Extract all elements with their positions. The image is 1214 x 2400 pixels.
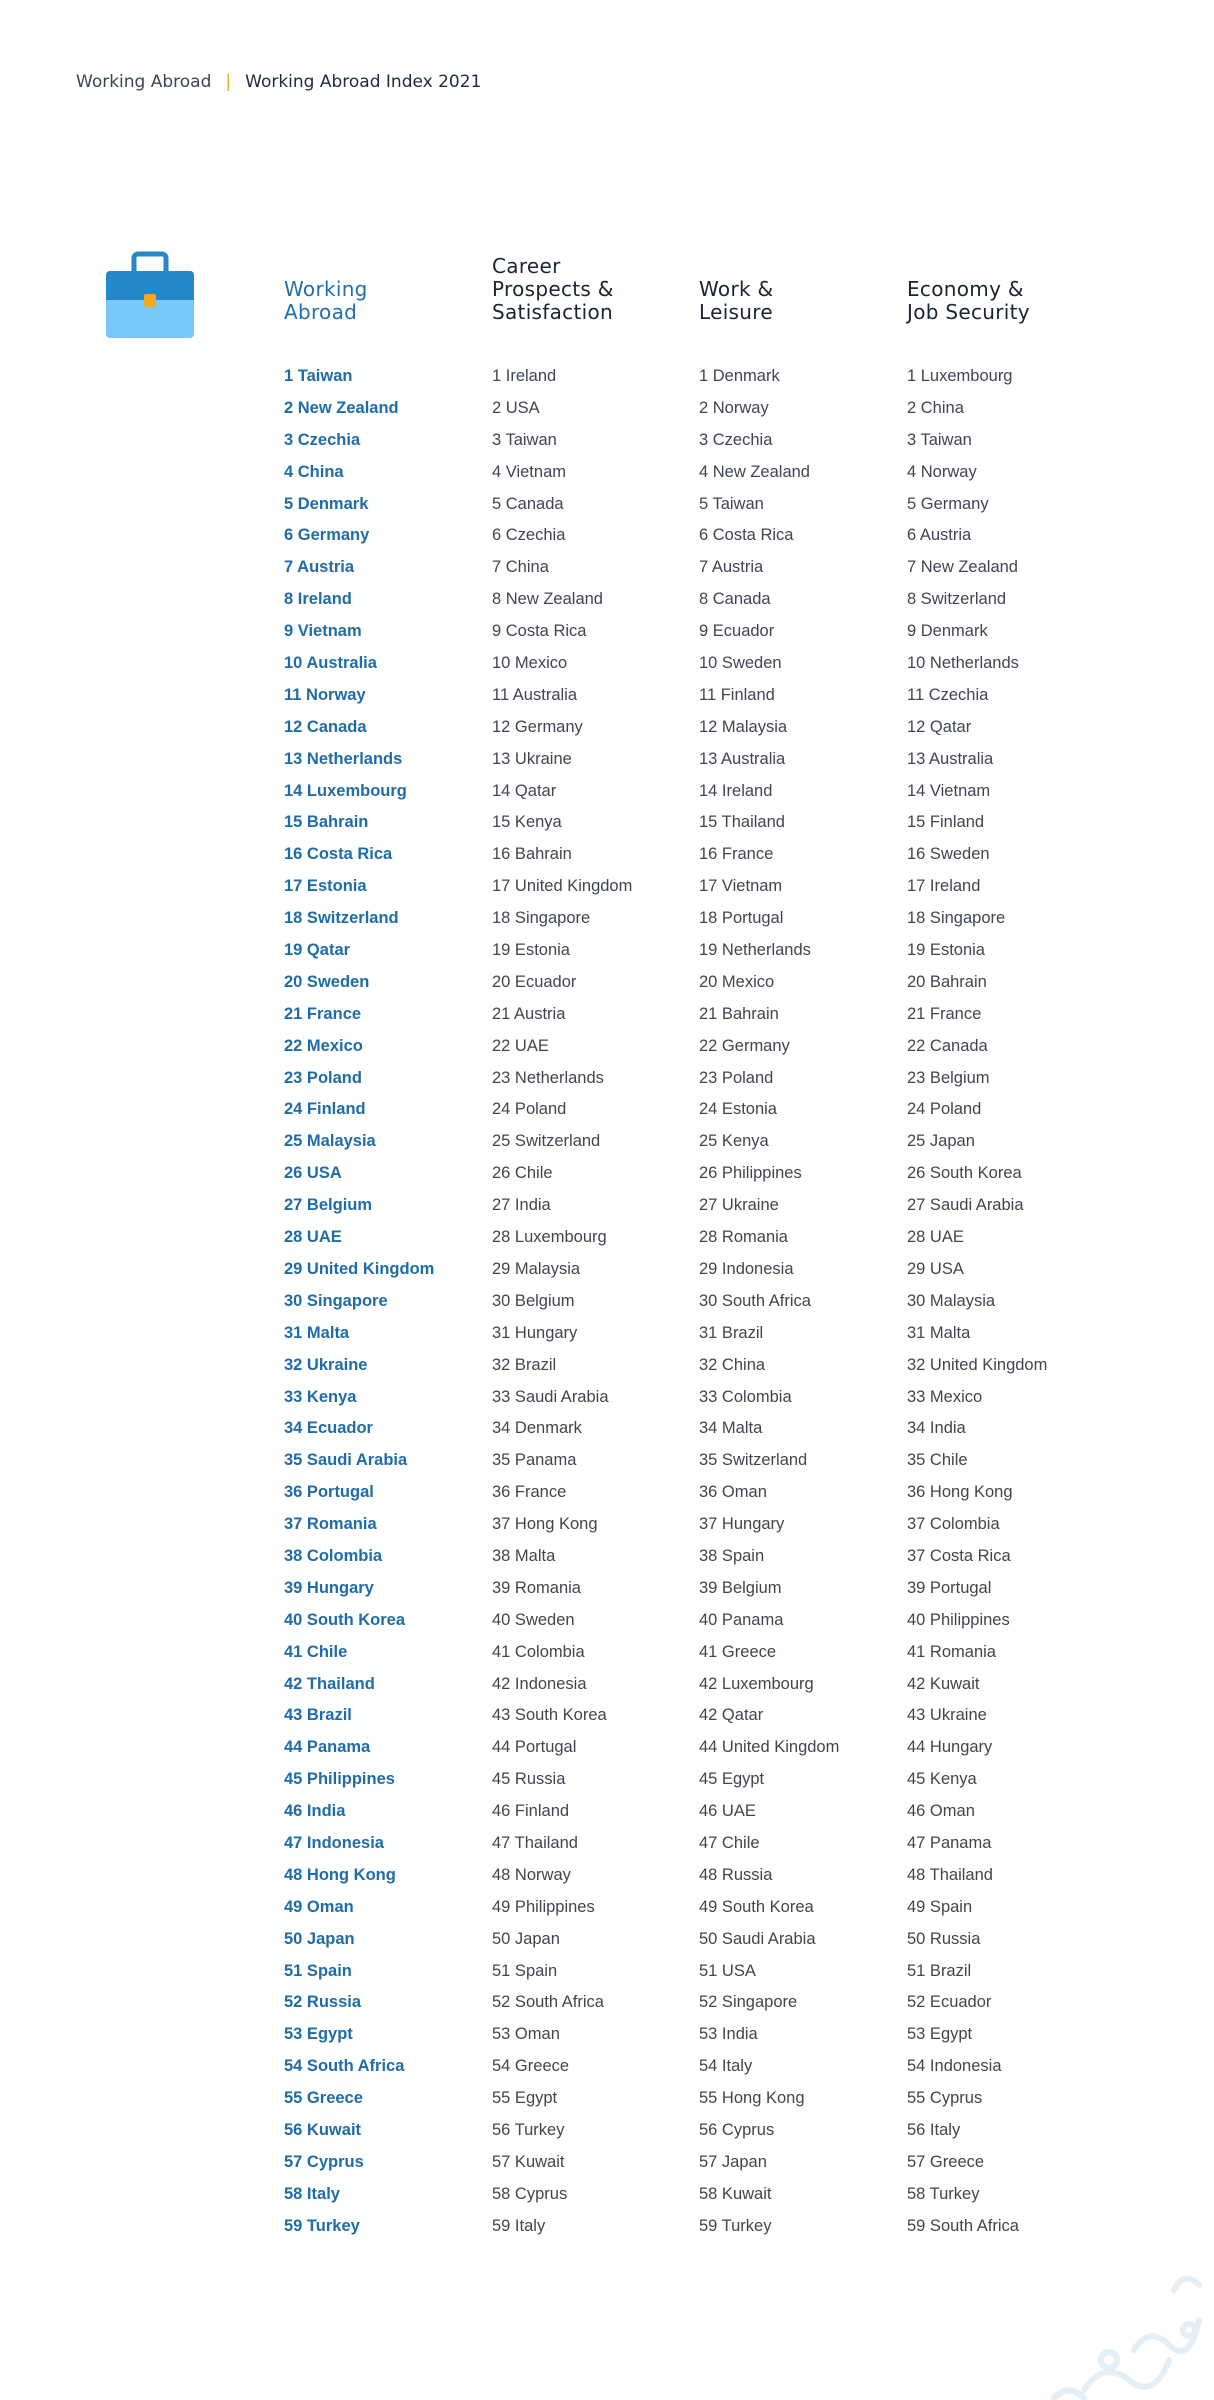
ranking-item: 39 Romania (492, 1578, 581, 1597)
ranking-item: 41 Chile (284, 1642, 348, 1661)
ranking-item: 50 Russia (907, 1929, 981, 1948)
ranking-item: 12 Malaysia (699, 717, 788, 736)
ranking-item: 3 Czechia (284, 430, 361, 449)
ranking-item: 19 Estonia (492, 941, 570, 960)
ranking-item: 14 Qatar (492, 781, 557, 800)
ranking-item: 3 Taiwan (907, 430, 972, 449)
ranking-item: 55 Cyprus (907, 2089, 983, 2108)
column-header-work-leisure (699, 278, 773, 324)
ranking-item: 28 Romania (699, 1228, 788, 1247)
ranking-item: 54 Greece (492, 2057, 570, 2076)
ranking-item: 56 Kuwait (284, 2120, 362, 2139)
ranking-item: 46 India (284, 1802, 346, 1821)
ranking-item: 19 Qatar (284, 941, 351, 960)
ranking-item: 7 New Zealand (907, 558, 1018, 577)
ranking-item: 52 Ecuador (907, 1993, 992, 2012)
ranking-item: 20 Mexico (699, 972, 775, 991)
ranking-item: 9 Costa Rica (492, 622, 587, 641)
ranking-item: 59 Italy (492, 2216, 546, 2235)
ranking-item: 45 Kenya (907, 1770, 977, 1789)
ranking-item: 5 Canada (492, 494, 564, 513)
ranking-item: 40 South Korea (284, 1610, 406, 1629)
breadcrumb (76, 72, 481, 92)
ranking-item: 6 Costa Rica (699, 526, 794, 545)
ranking-item: 42 Thailand (284, 1674, 375, 1693)
ranking-item: 12 Germany (492, 717, 583, 736)
ranking-item: 36 France (492, 1483, 567, 1502)
ranking-item: 54 Italy (699, 2057, 753, 2076)
ranking-item: 25 Kenya (699, 1132, 769, 1151)
ranking-item: 59 Turkey (284, 2216, 360, 2235)
ranking-item: 42 Kuwait (907, 1674, 980, 1693)
decorative-pattern (934, 2230, 1214, 2400)
breadcrumb-link-working-abroad[interactable]: Working Abroad (76, 72, 212, 92)
ranking-item: 40 Panama (699, 1610, 784, 1629)
ranking-item: 50 Saudi Arabia (699, 1929, 816, 1948)
ranking-item: 21 Austria (492, 1004, 566, 1023)
column-header-career-prospects (492, 255, 614, 324)
ranking-item: 29 Malaysia (492, 1259, 581, 1278)
ranking-item: 6 Czechia (492, 526, 566, 545)
ranking-item: 6 Austria (907, 526, 972, 545)
ranking-item: 37 Colombia (907, 1515, 1000, 1534)
ranking-item: 19 Estonia (907, 941, 985, 960)
ranking-item: 14 Vietnam (907, 781, 991, 800)
ranking-item: 49 South Korea (699, 1897, 814, 1916)
ranking-list-working-abroad (284, 364, 434, 2246)
ranking-item: 28 UAE (284, 1228, 342, 1247)
ranking-item: 51 Spain (492, 1961, 558, 1980)
ranking-item: 11 Czechia (907, 685, 989, 704)
ranking-item: 32 China (699, 1355, 766, 1374)
ranking-item: 32 United Kingdom (907, 1355, 1048, 1374)
ranking-item: 12 Canada (284, 717, 367, 736)
ranking-item: 9 Ecuador (699, 622, 775, 641)
ranking-item: 34 Denmark (492, 1419, 582, 1438)
ranking-item: 33 Colombia (699, 1387, 792, 1406)
ranking-item: 42 Luxembourg (699, 1674, 814, 1693)
column-header-line: Working (284, 277, 368, 301)
ranking-item: 31 Malta (284, 1323, 350, 1342)
ranking-item: 43 South Korea (492, 1706, 607, 1725)
ranking-item: 41 Greece (699, 1642, 777, 1661)
ranking-item: 24 Estonia (699, 1100, 777, 1119)
ranking-item: 30 Belgium (492, 1291, 575, 1310)
ranking-item: 49 Philippines (492, 1897, 595, 1916)
ranking-item: 38 Colombia (284, 1546, 383, 1565)
ranking-item: 26 South Korea (907, 1164, 1022, 1183)
ranking-item: 25 Switzerland (492, 1132, 601, 1151)
breadcrumb-separator: | (225, 72, 232, 92)
ranking-item: 20 Bahrain (907, 972, 987, 991)
ranking-item: 16 Bahrain (492, 845, 572, 864)
ranking-item: 16 Sweden (907, 845, 990, 864)
ranking-item: 52 Russia (284, 1993, 362, 2012)
ranking-item: 29 USA (907, 1259, 964, 1278)
ranking-item: 35 Switzerland (699, 1451, 808, 1470)
ranking-item: 49 Spain (907, 1897, 973, 1916)
ranking-item: 22 Mexico (284, 1036, 363, 1055)
ranking-item: 32 Ukraine (284, 1355, 368, 1374)
ranking-item: 22 Canada (907, 1036, 988, 1055)
ranking-item: 12 Qatar (907, 717, 972, 736)
ranking-item: 7 Austria (699, 558, 764, 577)
ranking-item: 28 Luxembourg (492, 1228, 607, 1247)
ranking-item: 55 Hong Kong (699, 2089, 805, 2108)
ranking-item: 42 Indonesia (492, 1674, 587, 1693)
ranking-item: 27 Ukraine (699, 1196, 779, 1215)
ranking-item: 39 Belgium (699, 1578, 782, 1597)
ranking-item: 7 Austria (284, 558, 354, 577)
ranking-item: 45 Russia (492, 1770, 566, 1789)
ranking-item: 53 Egypt (907, 2025, 973, 2044)
ranking-item: 21 France (907, 1004, 982, 1023)
column-header-line: Economy & (907, 277, 1024, 301)
ranking-item: 11 Finland (699, 685, 775, 704)
ranking-item: 27 Saudi Arabia (907, 1196, 1024, 1215)
ranking-item: 33 Kenya (284, 1387, 357, 1406)
ranking-item: 26 Chile (492, 1164, 553, 1183)
ranking-item: 46 Finland (492, 1802, 570, 1821)
ranking-item: 23 Netherlands (492, 1068, 604, 1087)
ranking-item: 23 Poland (699, 1068, 774, 1087)
ranking-item: 6 Germany (284, 526, 370, 545)
ranking-item: 41 Romania (907, 1642, 996, 1661)
ranking-item: 22 Germany (699, 1036, 790, 1055)
ranking-item: 27 Belgium (284, 1196, 373, 1215)
column-header-line: Work & (699, 277, 774, 301)
ranking-item: 58 Kuwait (699, 2184, 772, 2203)
ranking-list-career-prospects (492, 364, 632, 2246)
ranking-item: 1 Taiwan (284, 367, 353, 385)
ranking-item: 4 New Zealand (699, 462, 810, 481)
ranking-item: 36 Hong Kong (907, 1483, 1013, 1502)
ranking-item: 34 Malta (699, 1419, 763, 1438)
ranking-item: 24 Poland (907, 1100, 982, 1119)
ranking-item: 4 Norway (907, 462, 977, 481)
ranking-item: 22 UAE (492, 1036, 549, 1055)
ranking-item: 48 Hong Kong (284, 1865, 396, 1884)
ranking-item: 29 Indonesia (699, 1259, 794, 1278)
ranking-item: 8 Ireland (284, 590, 352, 609)
ranking-item: 45 Egypt (699, 1770, 765, 1789)
briefcase-icon (104, 250, 196, 342)
ranking-item: 47 Panama (907, 1833, 992, 1852)
ranking-item: 4 Vietnam (492, 462, 566, 481)
ranking-item: 58 Cyprus (492, 2184, 568, 2203)
column-header-line: Prospects & (492, 277, 614, 301)
ranking-item: 15 Kenya (492, 813, 562, 832)
ranking-item: 52 Singapore (699, 1993, 798, 2012)
column-header-line: Career (492, 254, 561, 278)
ranking-item: 56 Italy (907, 2120, 961, 2139)
ranking-item: 57 Kuwait (492, 2152, 565, 2171)
ranking-item: 8 Canada (699, 590, 771, 609)
ranking-item: 13 Australia (907, 749, 994, 768)
ranking-item: 46 UAE (699, 1802, 756, 1821)
ranking-item: 21 France (284, 1004, 362, 1023)
ranking-item: 17 Ireland (907, 877, 981, 896)
ranking-item: 41 Colombia (492, 1642, 585, 1661)
ranking-item: 53 Egypt (284, 2025, 353, 2044)
ranking-list-work-leisure (699, 364, 839, 2246)
ranking-item: 50 Japan (284, 1929, 355, 1948)
ranking-item: 52 South Africa (492, 1993, 604, 2012)
ranking-item: 55 Egypt (492, 2089, 558, 2108)
ranking-item: 39 Portugal (907, 1578, 992, 1597)
ranking-item: 35 Panama (492, 1451, 577, 1470)
ranking-item: 15 Bahrain (284, 813, 369, 832)
ranking-item: 23 Belgium (907, 1068, 990, 1087)
ranking-item: 31 Malta (907, 1323, 971, 1342)
ranking-item: 30 South Africa (699, 1291, 811, 1310)
ranking-item: 46 Oman (907, 1802, 975, 1821)
ranking-item: 20 Ecuador (492, 972, 577, 991)
column-header-line: Abroad (284, 300, 358, 324)
ranking-item: 44 United Kingdom (699, 1738, 840, 1757)
ranking-item: 19 Netherlands (699, 941, 811, 960)
ranking-item: 10 Mexico (492, 654, 568, 673)
ranking-item: 59 South Africa (907, 2216, 1019, 2235)
ranking-item: 16 Costa Rica (284, 845, 393, 864)
ranking-item: 36 Oman (699, 1483, 767, 1502)
ranking-item: 4 China (284, 462, 344, 481)
ranking-item: 24 Poland (492, 1100, 567, 1119)
ranking-item: 44 Hungary (907, 1738, 993, 1757)
ranking-item: 51 Spain (284, 1961, 352, 1980)
ranking-item: 9 Denmark (907, 622, 988, 641)
ranking-item: 15 Thailand (699, 813, 785, 832)
ranking-item: 17 Vietnam (699, 877, 783, 896)
ranking-item: 34 India (907, 1419, 966, 1438)
ranking-item: 8 Switzerland (907, 590, 1007, 609)
ranking-item: 35 Saudi Arabia (284, 1451, 408, 1470)
ranking-item: 10 Australia (284, 654, 377, 673)
ranking-item: 54 South Africa (284, 2057, 405, 2076)
ranking-item: 13 Ukraine (492, 749, 572, 768)
ranking-item: 44 Portugal (492, 1738, 577, 1757)
ranking-item: 32 Brazil (492, 1355, 557, 1374)
column-header-working-abroad (284, 278, 368, 324)
ranking-item: 1 Ireland (492, 367, 557, 385)
ranking-item: 14 Luxembourg (284, 781, 407, 800)
ranking-item: 50 Japan (492, 1929, 560, 1948)
ranking-item: 20 Sweden (284, 972, 370, 991)
ranking-item: 3 Taiwan (492, 430, 557, 449)
breadcrumb-current-page: Working Abroad Index 2021 (245, 72, 482, 92)
ranking-item: 55 Greece (284, 2089, 363, 2108)
ranking-item: 47 Indonesia (284, 1833, 384, 1852)
ranking-item: 3 Czechia (699, 430, 773, 449)
ranking-item: 2 USA (492, 398, 540, 417)
ranking-item: 45 Philippines (284, 1770, 395, 1789)
ranking-item: 13 Netherlands (284, 749, 403, 768)
ranking-item: 2 Norway (699, 398, 769, 417)
ranking-item: 34 Ecuador (284, 1419, 373, 1438)
ranking-item: 27 India (492, 1196, 551, 1215)
ranking-item: 28 UAE (907, 1228, 964, 1247)
ranking-item: 18 Singapore (492, 909, 591, 928)
ranking-item: 31 Hungary (492, 1323, 578, 1342)
ranking-item: 10 Netherlands (907, 654, 1019, 673)
ranking-item: 51 USA (699, 1961, 756, 1980)
ranking-item: 17 United Kingdom (492, 877, 633, 896)
column-header-line: Leisure (699, 300, 773, 324)
ranking-item: 5 Taiwan (699, 494, 764, 513)
ranking-item: 59 Turkey (699, 2216, 772, 2235)
ranking-item: 18 Singapore (907, 909, 1006, 928)
ranking-item: 9 Vietnam (284, 622, 362, 641)
ranking-item: 58 Italy (284, 2184, 340, 2203)
ranking-item: 48 Thailand (907, 1865, 993, 1884)
ranking-item: 44 Panama (284, 1738, 371, 1757)
ranking-item: 15 Finland (907, 813, 985, 832)
ranking-item: 17 Estonia (284, 877, 367, 896)
ranking-item: 29 United Kingdom (284, 1259, 435, 1278)
ranking-item: 30 Singapore (284, 1291, 388, 1310)
ranking-item: 7 China (492, 558, 549, 577)
ranking-item: 53 India (699, 2025, 758, 2044)
ranking-item: 2 New Zealand (284, 398, 399, 417)
ranking-list-economy-job-security (907, 364, 1047, 2246)
ranking-item: 56 Cyprus (699, 2120, 775, 2139)
ranking-item: 21 Bahrain (699, 1004, 779, 1023)
ranking-item: 51 Brazil (907, 1961, 972, 1980)
ranking-item: 58 Turkey (907, 2184, 980, 2203)
ranking-item: 38 Malta (492, 1546, 556, 1565)
ranking-item: 5 Denmark (284, 494, 369, 513)
ranking-item: 25 Malaysia (284, 1132, 376, 1151)
ranking-item: 30 Malaysia (907, 1291, 996, 1310)
ranking-item: 57 Greece (907, 2152, 985, 2171)
ranking-item: 11 Australia (492, 685, 577, 704)
ranking-item: 33 Mexico (907, 1387, 983, 1406)
ranking-item: 39 Hungary (284, 1578, 374, 1597)
ranking-item: 54 Indonesia (907, 2057, 1002, 2076)
ranking-item: 16 France (699, 845, 774, 864)
ranking-item: 35 Chile (907, 1451, 968, 1470)
ranking-item: 47 Chile (699, 1833, 760, 1852)
ranking-item: 26 USA (284, 1164, 342, 1183)
column-header-economy-job-security (907, 278, 1030, 324)
ranking-item: 49 Oman (284, 1897, 354, 1916)
ranking-item: 56 Turkey (492, 2120, 565, 2139)
ranking-item: 48 Russia (699, 1865, 773, 1884)
ranking-item: 48 Norway (492, 1865, 571, 1884)
ranking-item: 43 Ukraine (907, 1706, 987, 1725)
ranking-item: 8 New Zealand (492, 590, 603, 609)
ranking-item: 31 Brazil (699, 1323, 764, 1342)
ranking-item: 26 Philippines (699, 1164, 802, 1183)
ranking-item: 1 Luxembourg (907, 367, 1013, 385)
ranking-item: 18 Portugal (699, 909, 784, 928)
ranking-item: 33 Saudi Arabia (492, 1387, 609, 1406)
ranking-item: 37 Hong Kong (492, 1515, 598, 1534)
ranking-item: 40 Sweden (492, 1610, 575, 1629)
column-header-line: Job Security (907, 300, 1030, 324)
ranking-item: 25 Japan (907, 1132, 975, 1151)
ranking-item: 36 Portugal (284, 1483, 374, 1502)
ranking-item: 43 Brazil (284, 1706, 352, 1725)
ranking-item: 37 Costa Rica (907, 1546, 1011, 1565)
column-header-line: Satisfaction (492, 300, 613, 324)
ranking-item: 53 Oman (492, 2025, 560, 2044)
ranking-item: 37 Hungary (699, 1515, 785, 1534)
ranking-item: 14 Ireland (699, 781, 773, 800)
ranking-item: 57 Cyprus (284, 2152, 364, 2171)
ranking-item: 2 China (907, 398, 964, 417)
ranking-item: 57 Japan (699, 2152, 767, 2171)
ranking-item: 42 Qatar (699, 1706, 764, 1725)
ranking-item: 1 Denmark (699, 367, 780, 385)
ranking-item: 11 Norway (284, 685, 366, 704)
ranking-item: 5 Germany (907, 494, 989, 513)
ranking-item: 37 Romania (284, 1515, 377, 1534)
ranking-item: 40 Philippines (907, 1610, 1010, 1629)
ranking-item: 47 Thailand (492, 1833, 578, 1852)
ranking-item: 38 Spain (699, 1546, 765, 1565)
ranking-item: 23 Poland (284, 1068, 362, 1087)
ranking-item: 10 Sweden (699, 654, 782, 673)
ranking-item: 18 Switzerland (284, 909, 399, 928)
ranking-item: 13 Australia (699, 749, 786, 768)
ranking-item: 24 Finland (284, 1100, 366, 1119)
